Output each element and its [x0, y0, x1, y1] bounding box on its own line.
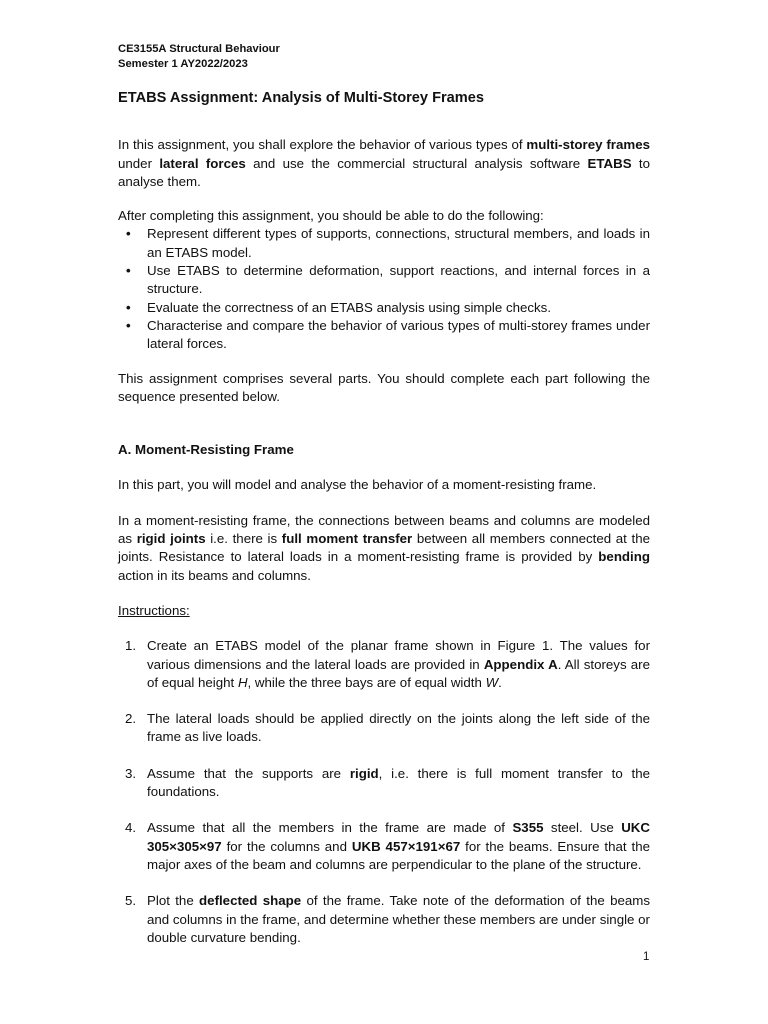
section-a-intro: In this part, you will model and analyse the behavior of a moment-resisting frame.: [118, 477, 597, 493]
course-code: CE3155A Structural Behaviour: [118, 43, 280, 55]
step-number: 5.: [125, 893, 137, 909]
objective-item: • Represent different types of supports, connections, structural members, and loads in an ETABS model.: [118, 225, 650, 262]
section-a-description: In a moment-resisting frame, the connections between beams and columns are modeled as rigid joints i.e. there is full moment transfer between all members connected at the joints. Resistance to lateral loads in a moment-resisting frame is provided by bending action in its beams and columns.: [118, 512, 650, 583]
document-page: [118, 42, 650, 965]
objectives-lead: After completing this assignment, you should be able to do the following:: [118, 208, 544, 224]
instruction-step: 3. Assume that the supports are rigid, i.e. there is full moment transfer to the foundations.: [125, 765, 650, 800]
step-number: 3.: [125, 765, 137, 781]
assignment-title: ETABS Assignment: Analysis of Multi-Storey Frames: [118, 90, 484, 106]
objective-item: • Characterise and compare the behavior of various types of multi-storey frames under lateral forces.: [118, 317, 650, 354]
instruction-step: 4. Assume that all the members in the frame are made of S355 steel. Use UKC 305×305×97 for the columns and UKB 457×191×67 for the beams. Ensure that the major axes of the beam and columns are perpendicular to the plane of the structure.: [125, 820, 650, 872]
intro-paragraph: In this assignment, you shall explore the behavior of various types of multi-storey frames under lateral forces and use the commercial structural analysis software ETABS to analyse them.: [118, 137, 650, 189]
objectives-list: [118, 225, 650, 353]
step-number: 1.: [125, 638, 137, 654]
page-number: 1: [643, 951, 650, 963]
structure-note: This assignment comprises several parts. You should complete each part following the sequence presented below.: [118, 370, 650, 404]
objective-item: • Evaluate the correctness of an ETABS analysis using simple checks.: [118, 299, 650, 317]
instruction-step: 1. Create an ETABS model of the planar frame shown in Figure 1. The values for various dimensions and the lateral loads are provided in Appendix A. All storeys are of equal height H, while the three bays are of equal width W.: [125, 638, 650, 690]
step-number: 4.: [125, 820, 137, 836]
instructions-list: [118, 637, 650, 947]
instructions-heading: Instructions:: [118, 602, 190, 618]
section-a-title: A. Moment-Resisting Frame: [118, 442, 294, 458]
document-header: [118, 42, 650, 72]
instruction-step: 5. Plot the deflected shape of the frame. Take note of the deformation of the beams and columns in the frame, and determine whether these members are under single or double curvature bending.: [125, 893, 650, 945]
semester-label: Semester 1 AY2022/2023: [118, 58, 248, 70]
objective-item: • Use ETABS to determine deformation, support reactions, and internal forces in a structure.: [118, 262, 650, 299]
step-number: 2.: [125, 711, 137, 727]
instruction-step: 2. The lateral loads should be applied directly on the joints along the left side of the frame as live loads.: [125, 711, 650, 745]
